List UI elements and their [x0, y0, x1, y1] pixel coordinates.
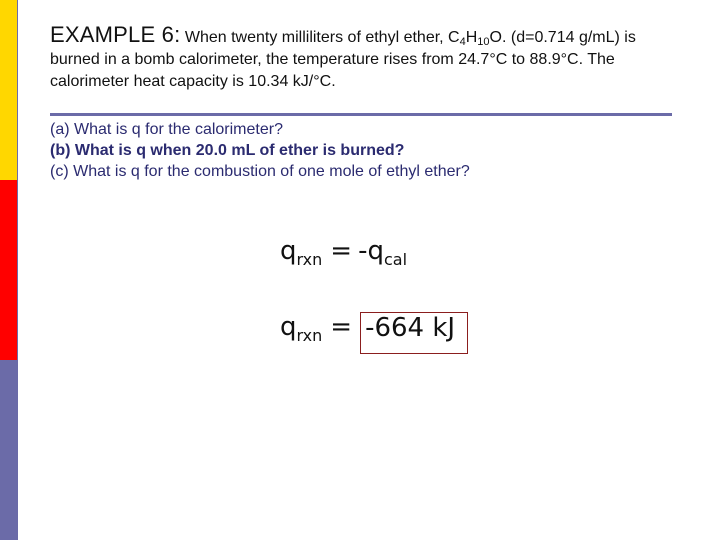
eq2-lhs: q [280, 312, 297, 342]
side-bar-yellow-segment [0, 0, 17, 180]
problem-line-1 [50, 24, 710, 49]
problem-line-3: calorimeter heat capacity is 10.34 kJ/°C. [50, 73, 336, 90]
example-label: EXAMPLE 6: [50, 22, 181, 47]
horizontal-rule [50, 113, 672, 116]
vertical-divider [17, 0, 18, 540]
problem-text-start: When twenty milliliters of ethyl ether, C [180, 29, 460, 46]
eq2-equals-sign: = [330, 312, 353, 342]
questions-list [50, 119, 470, 182]
problem-statement [50, 24, 710, 93]
formula-subscript-c: 4 [459, 36, 466, 48]
eq1-rhs: -q [358, 236, 384, 266]
problem-text-density: O. (d=0.714 g/mL) is [489, 29, 636, 46]
eq2-lhs-subscript: rxn [296, 326, 323, 345]
equation-q-rxn-answer [280, 312, 468, 354]
equation-q-rxn-equals-neg-q-cal [280, 236, 408, 269]
formula-h: H [465, 29, 478, 46]
eq1-equals-sign: = [330, 236, 353, 266]
question-b: (b) What is q when 20.0 mL of ether is burned? [50, 142, 405, 159]
side-color-bar [0, 0, 17, 540]
question-a: (a) What is q for the calorimeter? [50, 121, 283, 138]
answer-box: -664 kJ [360, 312, 468, 354]
eq1-lhs: q [280, 236, 297, 266]
eq1-rhs-subscript: cal [383, 250, 408, 269]
question-c: (c) What is q for the combustion of one mole of ethyl ether? [50, 163, 470, 180]
problem-line-2: burned in a bomb calorimeter, the temperature rises from 24.7°C to 88.9°C. The [50, 51, 615, 68]
eq1-lhs-subscript: rxn [296, 250, 323, 269]
side-bar-purple-segment [0, 360, 17, 540]
side-bar-red-segment [0, 180, 17, 360]
formula-subscript-h: 10 [477, 36, 490, 48]
